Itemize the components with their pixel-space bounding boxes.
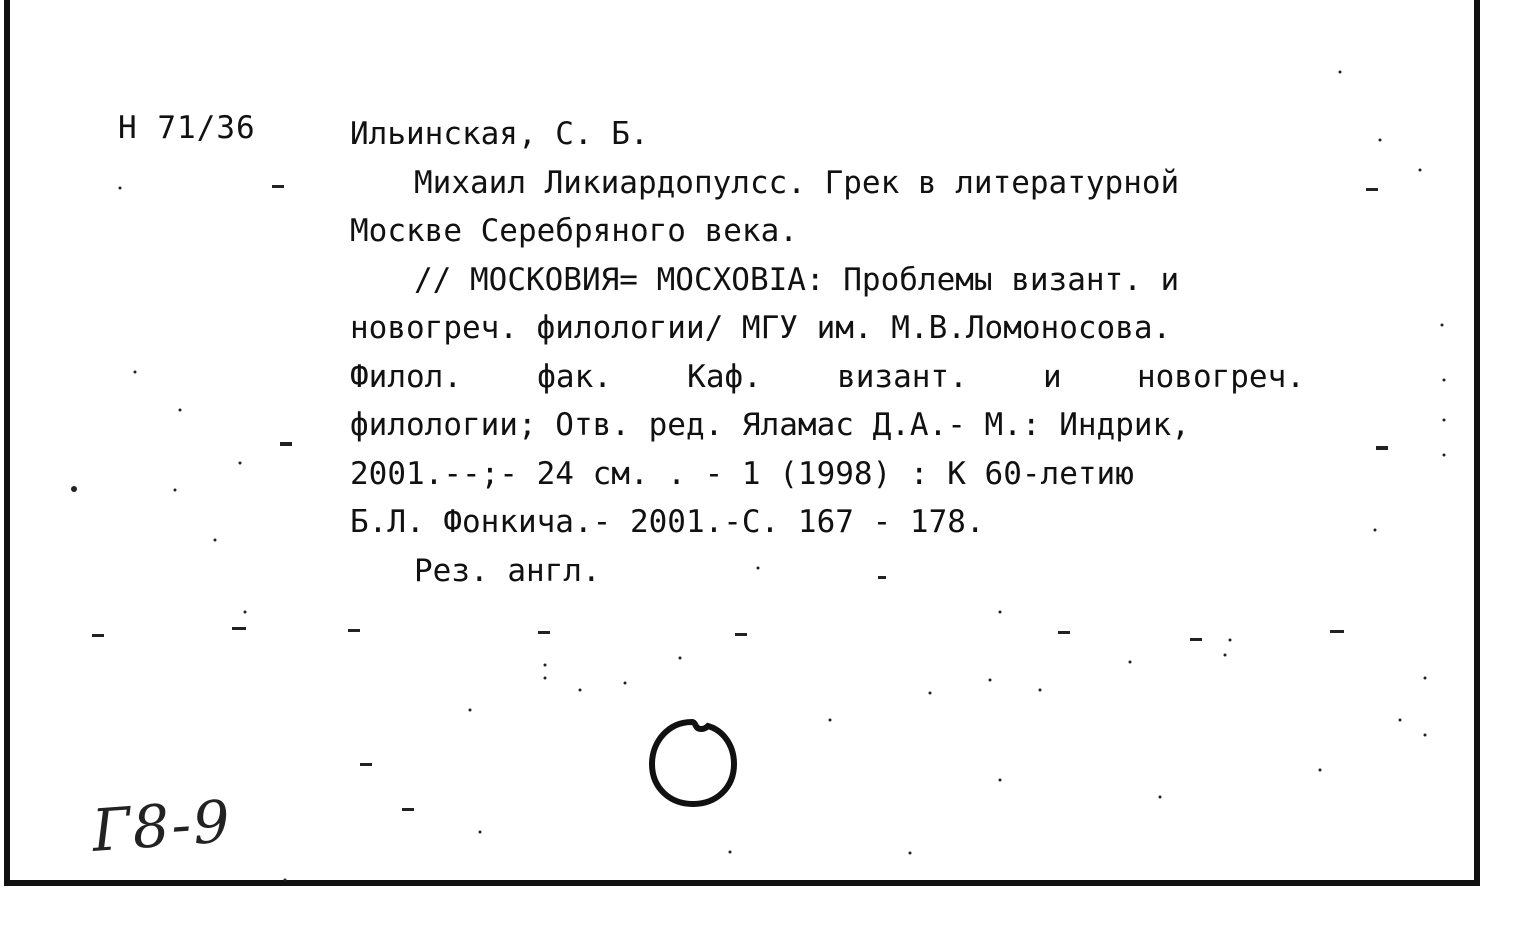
source-line-2: новогреч. филологии/ МГУ им. М.В.Ломоносова. [350,310,1172,346]
source-line-6: Б.Л. Фонкича.- 2001.-С. 167 - 178. [350,504,985,540]
source-word: новогреч. [1136,358,1305,395]
source-word: и [1043,358,1062,395]
punch-hole-icon [648,716,738,808]
source-word: фак. [537,358,612,395]
author-line: Ильинская, С. Б. [350,116,649,152]
source-word: визант. [837,358,968,395]
source-word: Каф. [687,358,762,395]
source-line-5: 2001.--;- 24 см. . - 1 (1998) : К 60-летию [350,455,1134,492]
title-line-1: Михаил Ликиардопулсс. Грек в литературной [414,164,1180,201]
handwritten-mark: Г8-9 [89,787,235,865]
title-line-2: Москве Серебряного века. [350,213,798,249]
source-word: Филол. [350,358,462,395]
source-line-1: // МОСКОВИЯ= МОСХОВIА: Проблемы визант. и [414,261,1180,298]
source-line-4: филологии; Отв. ред. Яламас Д.А.- М.: Индрик, [350,407,1190,443]
bibliographic-entry [350,110,1305,595]
note-line: Рез. англ. [414,552,601,589]
call-number: Н 71/36 [118,110,256,146]
source-line-3 [350,353,1305,402]
